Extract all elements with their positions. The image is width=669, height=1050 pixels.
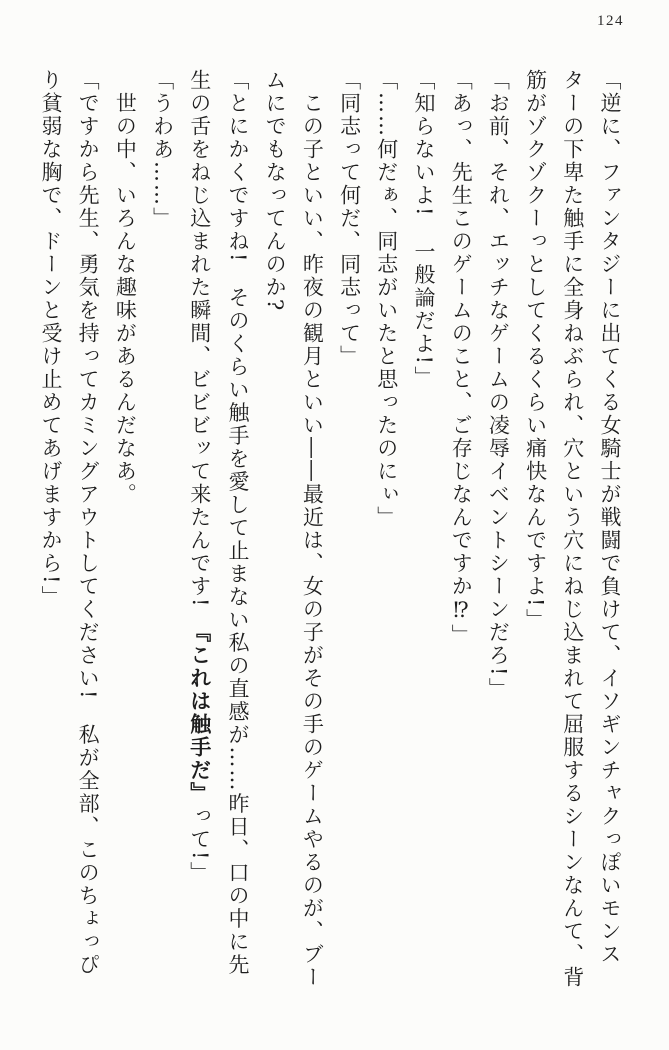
text-column-7 xyxy=(368,69,405,999)
text-segment: 生の舌をねじ込まれた瞬間、ビビビッて来たんです! xyxy=(187,69,212,632)
text-segment: 筋がゾクゾクーっとしてくるくらい痛快なんですよ!」 xyxy=(523,69,548,632)
text-segment: 「うわあ……」 xyxy=(150,69,175,230)
text-column-11 xyxy=(219,69,256,999)
text-column-9 xyxy=(293,69,330,999)
text-area xyxy=(30,69,628,999)
text-segment: 世の中、いろんな趣味があるんだなあ。 xyxy=(113,69,138,506)
text-segment: 「お前、それ、エッチなゲームの凌辱イベントシーンだろ!」 xyxy=(486,69,511,701)
text-column-13 xyxy=(143,69,180,999)
text-column-14 xyxy=(106,69,143,999)
text-column-12 xyxy=(181,69,219,999)
text-column-15 xyxy=(69,69,106,999)
emphasis-text: 『これは触手だ』 xyxy=(187,631,213,805)
text-column-5 xyxy=(442,69,479,999)
text-column-2 xyxy=(554,69,591,999)
text-segment: 「逆に、ファンタジーに出てくる女騎士が戦闘で負けて、イソギンチャクっぽいモンス xyxy=(598,69,622,966)
text-column-1 xyxy=(591,69,628,999)
text-segment: 「とにかくですね! そのくらい触手を愛して止まない私の直感が……昨日、口の中に先 xyxy=(225,69,250,977)
text-column-6 xyxy=(405,69,442,999)
text-column-16 xyxy=(32,69,69,999)
text-segment: り貧弱な胸で、ドーンと受け止めてあげますから!」 xyxy=(38,69,63,609)
text-segment: 「同志って何だ、同志って」 xyxy=(337,69,362,368)
text-segment: 「……何だぁ、同志がいたと思ったのにぃ」 xyxy=(374,69,399,529)
text-column-10 xyxy=(256,69,293,999)
page-number: 124 xyxy=(597,13,624,29)
text-segment: 「知らないよ! 一般論だよ!」 xyxy=(411,69,436,389)
text-segment: ターの下卑た触手に全身ねぶられ、穴という穴にねじ込まれて屈服するシーンなんて、背 xyxy=(560,69,585,989)
text-segment: 「あっ、先生このゲームのこと、ご存じなんですか⁉」 xyxy=(449,69,474,647)
text-segment: この子といい、昨夜の観月といい――最近は、女の子がその手のゲームやるのが、ブー xyxy=(300,69,325,989)
text-segment: ムにでもなってんのか? xyxy=(263,69,288,313)
text-column-3 xyxy=(516,69,553,999)
text-segment: って!」 xyxy=(187,804,212,885)
text-segment: 「ですから先生、勇気を持ってカミングアウトしてください! 私が全部、このちょっぴ xyxy=(76,69,101,977)
text-column-4 xyxy=(479,69,516,999)
text-column-8 xyxy=(330,69,367,999)
